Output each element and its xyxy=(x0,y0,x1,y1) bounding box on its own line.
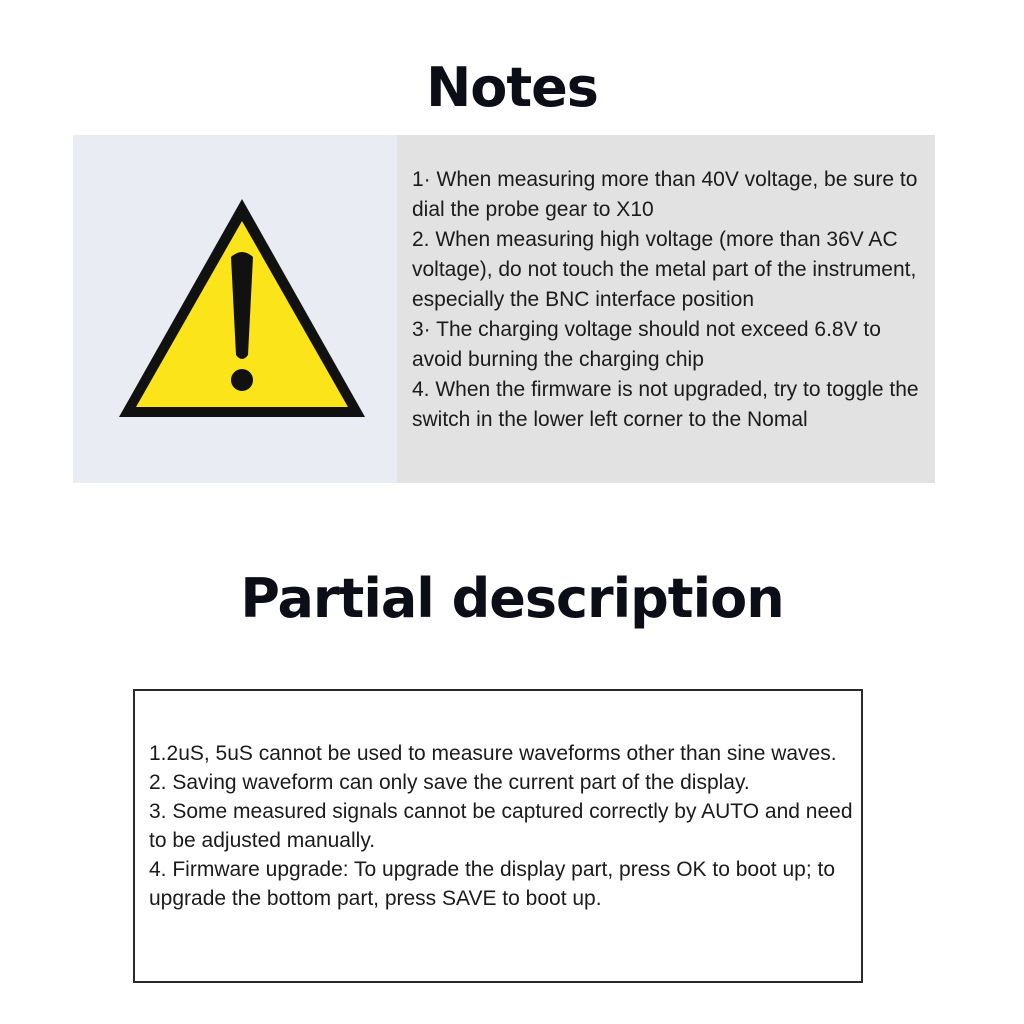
notes-heading: Notes xyxy=(426,56,598,119)
notes-item-4: 4. When the firmware is not upgraded, try to toggle the switch in the lower left corner to the Nomal xyxy=(412,378,919,431)
notes-text-area xyxy=(397,135,935,483)
exclamation-dot xyxy=(231,369,253,391)
partial-description-heading: Partial description xyxy=(240,567,784,630)
partial-item-2: 2. Saving waveform can only save the current part of the display. xyxy=(149,771,750,794)
notes-panel xyxy=(73,135,935,483)
partial-item-4: 4. Firmware upgrade: To upgrade the display part, press OK to boot up; to upgrade the bottom part, press SAVE to boot up. xyxy=(149,858,835,910)
notes-item-2: 2. When measuring high voltage (more than 36V AC voltage), do not touch the metal part of the instrument, especially the BNC interface position xyxy=(412,228,917,311)
notes-item-1: 1· When measuring more than 40V voltage, be sure to dial the probe gear to X10 xyxy=(412,168,918,221)
notes-list xyxy=(412,165,932,435)
partial-item-1: 1.2uS, 5uS cannot be used to measure waveforms other than sine waves. xyxy=(149,742,837,765)
warning-area xyxy=(73,135,397,483)
warning-triangle-icon xyxy=(115,195,369,421)
partial-description-list xyxy=(149,739,859,913)
partial-description-box xyxy=(133,689,863,983)
notes-item-3: 3· The charging voltage should not exceed 6.8V to avoid burning the charging chip xyxy=(412,318,881,371)
partial-item-3: 3. Some measured signals cannot be captured correctly by AUTO and need to be adjusted manually. xyxy=(149,800,853,852)
